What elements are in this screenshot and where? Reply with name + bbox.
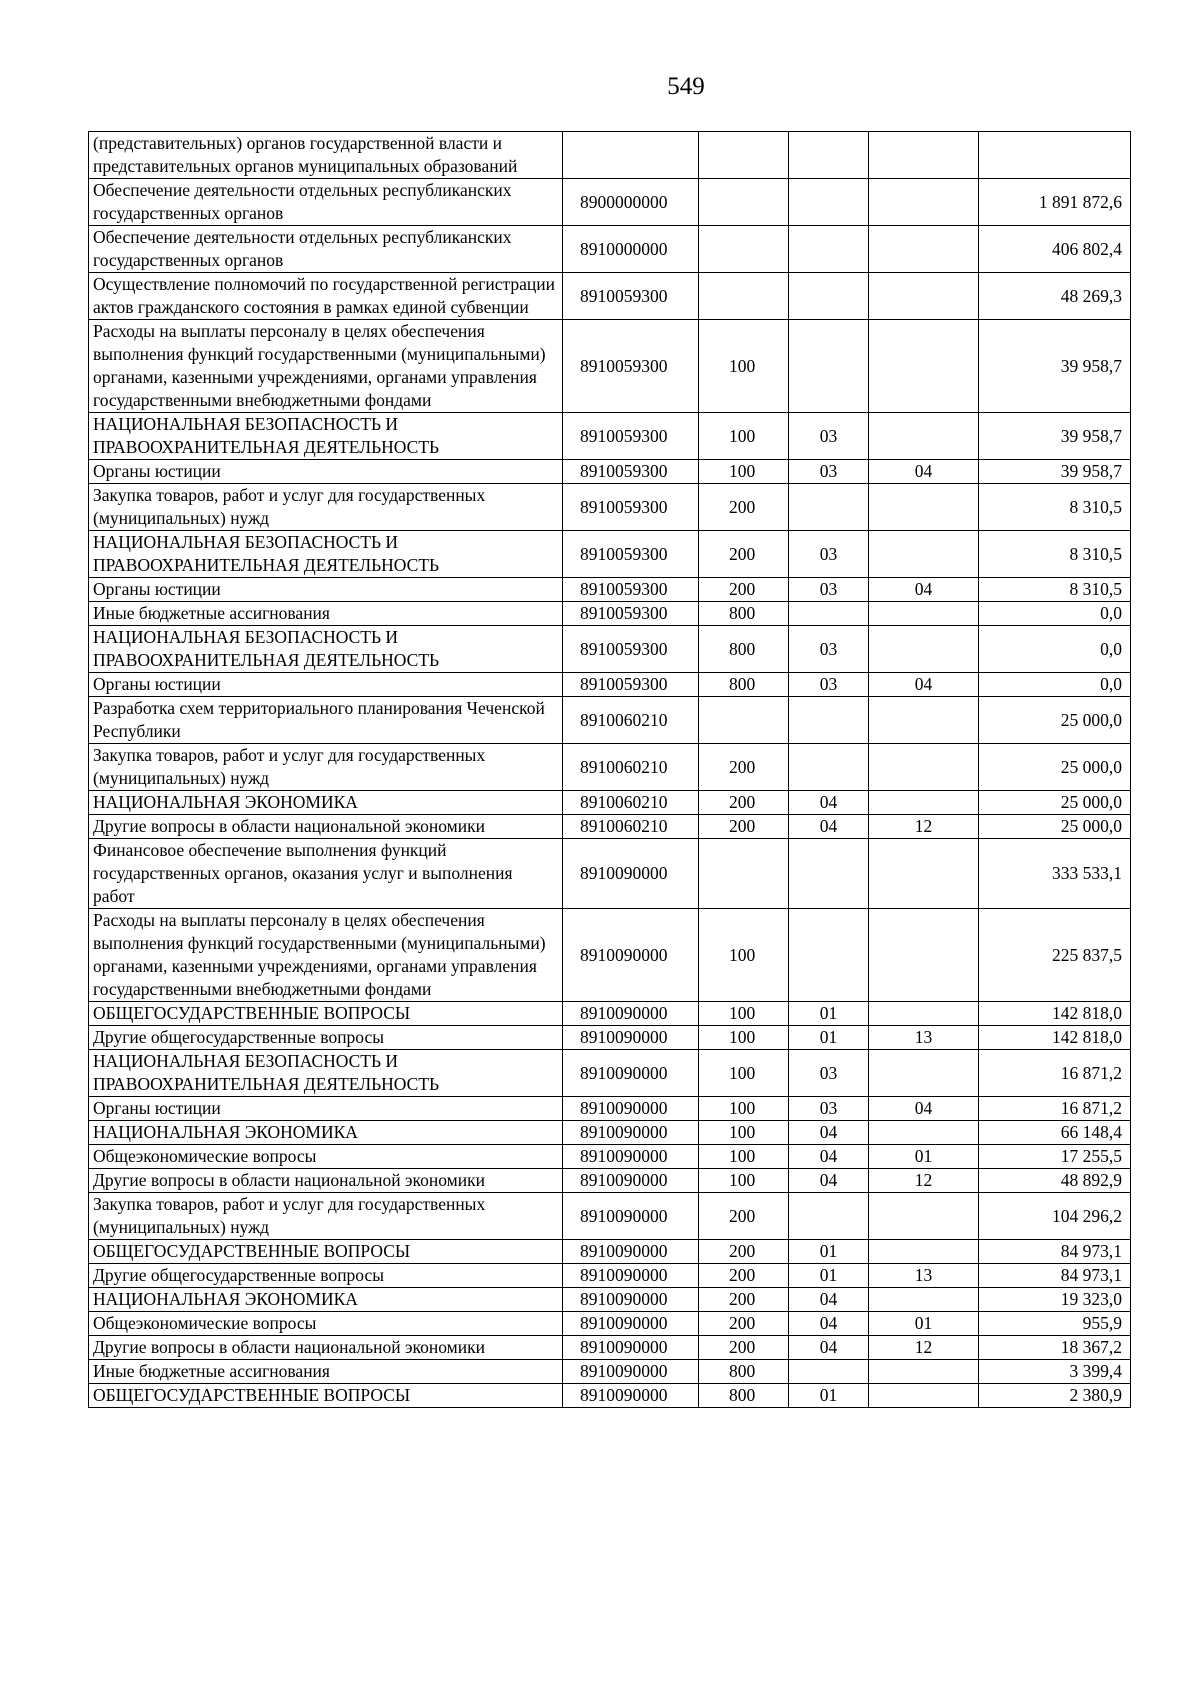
- csr-cell: 8910090000: [563, 1264, 699, 1288]
- csr-cell: 8910059300: [563, 320, 699, 413]
- csr-cell: 8910059300: [563, 531, 699, 578]
- csr-cell: 8910090000: [563, 1312, 699, 1336]
- sum-cell: 104 296,2: [979, 1193, 1131, 1240]
- sum-cell: 333 533,1: [979, 839, 1131, 909]
- vr-cell: [699, 226, 789, 273]
- pr-cell: [869, 1384, 979, 1408]
- sum-cell: 2 380,9: [979, 1384, 1131, 1408]
- pr-cell: [869, 697, 979, 744]
- csr-cell: 8910090000: [563, 1050, 699, 1097]
- rz-cell: [789, 1360, 869, 1384]
- name-cell: ОБЩЕГОСУДАРСТВЕННЫЕ ВОПРОСЫ: [89, 1002, 563, 1026]
- sum-cell: 225 837,5: [979, 909, 1131, 1002]
- table-row: [89, 626, 1131, 673]
- csr-cell: 8910060210: [563, 744, 699, 791]
- table-row: [89, 1288, 1131, 1312]
- csr-cell: 8910090000: [563, 1336, 699, 1360]
- table-row: [89, 1145, 1131, 1169]
- vr-cell: 200: [699, 531, 789, 578]
- sum-cell: 142 818,0: [979, 1002, 1131, 1026]
- name-cell: Другие вопросы в области национальной экономики: [89, 815, 563, 839]
- name-cell: Органы юстиции: [89, 578, 563, 602]
- rz-cell: 01: [789, 1240, 869, 1264]
- table-row: [89, 413, 1131, 460]
- sum-cell: 16 871,2: [979, 1097, 1131, 1121]
- pr-cell: [869, 839, 979, 909]
- csr-cell: 8910090000: [563, 1240, 699, 1264]
- rz-cell: 04: [789, 1145, 869, 1169]
- table-row: [89, 1002, 1131, 1026]
- rz-cell: [789, 1193, 869, 1240]
- csr-cell: 8910059300: [563, 460, 699, 484]
- table-row: [89, 602, 1131, 626]
- rz-cell: 01: [789, 1002, 869, 1026]
- vr-cell: 200: [699, 1240, 789, 1264]
- rz-cell: 03: [789, 1097, 869, 1121]
- vr-cell: [699, 697, 789, 744]
- csr-cell: 8910059300: [563, 673, 699, 697]
- budget-table: [88, 131, 1131, 1408]
- pr-cell: [869, 226, 979, 273]
- sum-cell: 0,0: [979, 626, 1131, 673]
- csr-cell: 8910060210: [563, 815, 699, 839]
- pr-cell: [869, 1121, 979, 1145]
- sum-cell: 19 323,0: [979, 1288, 1131, 1312]
- name-cell: Другие общегосударственные вопросы: [89, 1264, 563, 1288]
- name-cell: (представительных) органов государственной власти и представительных органов муниципальных образований: [89, 132, 563, 179]
- vr-cell: 200: [699, 791, 789, 815]
- rz-cell: 01: [789, 1264, 869, 1288]
- rz-cell: 03: [789, 1050, 869, 1097]
- rz-cell: [789, 320, 869, 413]
- name-cell: Общеэкономические вопросы: [89, 1312, 563, 1336]
- vr-cell: 800: [699, 673, 789, 697]
- table-row: [89, 697, 1131, 744]
- csr-cell: 8910090000: [563, 909, 699, 1002]
- csr-cell: 8910060210: [563, 697, 699, 744]
- vr-cell: 100: [699, 909, 789, 1002]
- sum-cell: 142 818,0: [979, 1026, 1131, 1050]
- rz-cell: 03: [789, 413, 869, 460]
- sum-cell: 8 310,5: [979, 578, 1131, 602]
- rz-cell: 04: [789, 1336, 869, 1360]
- sum-cell: 84 973,1: [979, 1264, 1131, 1288]
- page-number: 549: [667, 73, 705, 100]
- csr-cell: 8910090000: [563, 1193, 699, 1240]
- vr-cell: 800: [699, 1384, 789, 1408]
- sum-cell: 48 892,9: [979, 1169, 1131, 1193]
- sum-cell: 84 973,1: [979, 1240, 1131, 1264]
- vr-cell: 100: [699, 1169, 789, 1193]
- vr-cell: 800: [699, 602, 789, 626]
- vr-cell: [699, 179, 789, 226]
- table-row: [89, 1097, 1131, 1121]
- vr-cell: [699, 839, 789, 909]
- pr-cell: [869, 744, 979, 791]
- name-cell: НАЦИОНАЛЬНАЯ БЕЗОПАСНОСТЬ И ПРАВООХРАНИТЕЛЬНАЯ ДЕЯТЕЛЬНОСТЬ: [89, 413, 563, 460]
- vr-cell: [699, 132, 789, 179]
- sum-cell: 48 269,3: [979, 273, 1131, 320]
- rz-cell: [789, 697, 869, 744]
- vr-cell: 800: [699, 626, 789, 673]
- table-row: [89, 909, 1131, 1002]
- table-row: [89, 839, 1131, 909]
- vr-cell: 200: [699, 744, 789, 791]
- vr-cell: 100: [699, 413, 789, 460]
- name-cell: Обеспечение деятельности отдельных республиканских государственных органов: [89, 226, 563, 273]
- rz-cell: [789, 839, 869, 909]
- name-cell: НАЦИОНАЛЬНАЯ БЕЗОПАСНОСТЬ И ПРАВООХРАНИТЕЛЬНАЯ ДЕЯТЕЛЬНОСТЬ: [89, 531, 563, 578]
- sum-cell: 955,9: [979, 1312, 1131, 1336]
- name-cell: Закупка товаров, работ и услуг для государственных (муниципальных) нужд: [89, 1193, 563, 1240]
- vr-cell: 100: [699, 1145, 789, 1169]
- vr-cell: 200: [699, 1336, 789, 1360]
- name-cell: НАЦИОНАЛЬНАЯ ЭКОНОМИКА: [89, 791, 563, 815]
- pr-cell: [869, 132, 979, 179]
- table-row: [89, 791, 1131, 815]
- sum-cell: 3 399,4: [979, 1360, 1131, 1384]
- csr-cell: 8910059300: [563, 626, 699, 673]
- rz-cell: 04: [789, 1121, 869, 1145]
- pr-cell: 04: [869, 1097, 979, 1121]
- table-row: [89, 744, 1131, 791]
- sum-cell: 39 958,7: [979, 320, 1131, 413]
- table-row: [89, 1336, 1131, 1360]
- pr-cell: [869, 1360, 979, 1384]
- pr-cell: 13: [869, 1026, 979, 1050]
- pr-cell: [869, 484, 979, 531]
- csr-cell: 8910090000: [563, 1169, 699, 1193]
- pr-cell: [869, 909, 979, 1002]
- rz-cell: 03: [789, 578, 869, 602]
- vr-cell: 200: [699, 1312, 789, 1336]
- table-row: [89, 273, 1131, 320]
- vr-cell: 100: [699, 460, 789, 484]
- pr-cell: 12: [869, 1169, 979, 1193]
- csr-cell: 8910090000: [563, 1121, 699, 1145]
- pr-cell: 12: [869, 815, 979, 839]
- vr-cell: 200: [699, 1288, 789, 1312]
- pr-cell: 04: [869, 673, 979, 697]
- table-row: [89, 1121, 1131, 1145]
- table-row: [89, 320, 1131, 413]
- rz-cell: 01: [789, 1384, 869, 1408]
- rz-cell: 04: [789, 815, 869, 839]
- name-cell: ОБЩЕГОСУДАРСТВЕННЫЕ ВОПРОСЫ: [89, 1240, 563, 1264]
- sum-cell: 25 000,0: [979, 697, 1131, 744]
- pr-cell: 12: [869, 1336, 979, 1360]
- table-row: [89, 531, 1131, 578]
- csr-cell: 8910090000: [563, 1145, 699, 1169]
- sum-cell: 39 958,7: [979, 413, 1131, 460]
- rz-cell: [789, 744, 869, 791]
- sum-cell: 17 255,5: [979, 1145, 1131, 1169]
- pr-cell: [869, 791, 979, 815]
- csr-cell: 8910090000: [563, 1360, 699, 1384]
- name-cell: Иные бюджетные ассигнования: [89, 602, 563, 626]
- name-cell: Финансовое обеспечение выполнения функций государственных органов, оказания услуг и выполнения работ: [89, 839, 563, 909]
- vr-cell: 200: [699, 1193, 789, 1240]
- rz-cell: 03: [789, 626, 869, 673]
- rz-cell: 03: [789, 673, 869, 697]
- pr-cell: 01: [869, 1312, 979, 1336]
- pr-cell: 13: [869, 1264, 979, 1288]
- vr-cell: 200: [699, 484, 789, 531]
- name-cell: Расходы на выплаты персоналу в целях обеспечения выполнения функций государственными (муниципальными) органами, казенными учреждениями, органами управления государственными внебюджетными фондами: [89, 320, 563, 413]
- pr-cell: [869, 273, 979, 320]
- csr-cell: 8910060210: [563, 791, 699, 815]
- table-row: [89, 484, 1131, 531]
- table-row: [89, 673, 1131, 697]
- csr-cell: 8910000000: [563, 226, 699, 273]
- vr-cell: 100: [699, 1026, 789, 1050]
- rz-cell: [789, 602, 869, 626]
- rz-cell: [789, 484, 869, 531]
- name-cell: Другие общегосударственные вопросы: [89, 1026, 563, 1050]
- csr-cell: 8910090000: [563, 1288, 699, 1312]
- name-cell: НАЦИОНАЛЬНАЯ БЕЗОПАСНОСТЬ И ПРАВООХРАНИТЕЛЬНАЯ ДЕЯТЕЛЬНОСТЬ: [89, 1050, 563, 1097]
- csr-cell: 8910059300: [563, 484, 699, 531]
- sum-cell: 1 891 872,6: [979, 179, 1131, 226]
- name-cell: Иные бюджетные ассигнования: [89, 1360, 563, 1384]
- table-body: [89, 132, 1131, 1408]
- pr-cell: 04: [869, 578, 979, 602]
- table-row: [89, 815, 1131, 839]
- name-cell: ОБЩЕГОСУДАРСТВЕННЫЕ ВОПРОСЫ: [89, 1384, 563, 1408]
- rz-cell: 03: [789, 460, 869, 484]
- csr-cell: 8910090000: [563, 1384, 699, 1408]
- vr-cell: 200: [699, 815, 789, 839]
- csr-cell: 8910059300: [563, 578, 699, 602]
- sum-cell: 39 958,7: [979, 460, 1131, 484]
- sum-cell: 25 000,0: [979, 791, 1131, 815]
- rz-cell: 03: [789, 531, 869, 578]
- vr-cell: 100: [699, 1121, 789, 1145]
- name-cell: Закупка товаров, работ и услуг для государственных (муниципальных) нужд: [89, 744, 563, 791]
- table-row: [89, 1264, 1131, 1288]
- name-cell: Органы юстиции: [89, 460, 563, 484]
- rz-cell: 01: [789, 1026, 869, 1050]
- table-row: [89, 1384, 1131, 1408]
- vr-cell: 100: [699, 320, 789, 413]
- rz-cell: [789, 226, 869, 273]
- name-cell: Органы юстиции: [89, 673, 563, 697]
- vr-cell: 100: [699, 1050, 789, 1097]
- name-cell: Осуществление полномочий по государственной регистрации актов гражданского состояния в рамках единой субвенции: [89, 273, 563, 320]
- sum-cell: 25 000,0: [979, 815, 1131, 839]
- name-cell: НАЦИОНАЛЬНАЯ БЕЗОПАСНОСТЬ И ПРАВООХРАНИТЕЛЬНАЯ ДЕЯТЕЛЬНОСТЬ: [89, 626, 563, 673]
- pr-cell: 01: [869, 1145, 979, 1169]
- pr-cell: [869, 1240, 979, 1264]
- csr-cell: 8910090000: [563, 839, 699, 909]
- csr-cell: 8910059300: [563, 413, 699, 460]
- pr-cell: [869, 179, 979, 226]
- name-cell: Обеспечение деятельности отдельных республиканских государственных органов: [89, 179, 563, 226]
- pr-cell: [869, 1002, 979, 1026]
- rz-cell: 04: [789, 1312, 869, 1336]
- name-cell: Расходы на выплаты персоналу в целях обеспечения выполнения функций государственными (муниципальными) органами, казенными учреждениями, органами управления государственными внебюджетными фондами: [89, 909, 563, 1002]
- sum-cell: 406 802,4: [979, 226, 1131, 273]
- pr-cell: 04: [869, 460, 979, 484]
- sum-cell: [979, 132, 1131, 179]
- rz-cell: 04: [789, 791, 869, 815]
- name-cell: НАЦИОНАЛЬНАЯ ЭКОНОМИКА: [89, 1288, 563, 1312]
- pr-cell: [869, 1050, 979, 1097]
- sum-cell: 8 310,5: [979, 531, 1131, 578]
- sum-cell: 0,0: [979, 673, 1131, 697]
- sum-cell: 66 148,4: [979, 1121, 1131, 1145]
- name-cell: Разработка схем территориального планирования Чеченской Республики: [89, 697, 563, 744]
- csr-cell: 8910090000: [563, 1002, 699, 1026]
- table-row: [89, 132, 1131, 179]
- vr-cell: 800: [699, 1360, 789, 1384]
- table-row: [89, 1050, 1131, 1097]
- sum-cell: 0,0: [979, 602, 1131, 626]
- rz-cell: [789, 273, 869, 320]
- table-row: [89, 179, 1131, 226]
- table-row: [89, 1169, 1131, 1193]
- pr-cell: [869, 320, 979, 413]
- pr-cell: [869, 413, 979, 460]
- rz-cell: [789, 132, 869, 179]
- vr-cell: 100: [699, 1097, 789, 1121]
- pr-cell: [869, 626, 979, 673]
- csr-cell: 8910059300: [563, 273, 699, 320]
- name-cell: Органы юстиции: [89, 1097, 563, 1121]
- rz-cell: [789, 909, 869, 1002]
- table-row: [89, 1360, 1131, 1384]
- table-row: [89, 1193, 1131, 1240]
- vr-cell: 100: [699, 1002, 789, 1026]
- csr-cell: 8910090000: [563, 1097, 699, 1121]
- sum-cell: 8 310,5: [979, 484, 1131, 531]
- table-row: [89, 1240, 1131, 1264]
- name-cell: НАЦИОНАЛЬНАЯ ЭКОНОМИКА: [89, 1121, 563, 1145]
- csr-cell: 8900000000: [563, 179, 699, 226]
- csr-cell: [563, 132, 699, 179]
- vr-cell: 200: [699, 1264, 789, 1288]
- name-cell: Закупка товаров, работ и услуг для государственных (муниципальных) нужд: [89, 484, 563, 531]
- vr-cell: 200: [699, 578, 789, 602]
- table-row: [89, 226, 1131, 273]
- table-row: [89, 578, 1131, 602]
- name-cell: Общеэкономические вопросы: [89, 1145, 563, 1169]
- vr-cell: [699, 273, 789, 320]
- sum-cell: 25 000,0: [979, 744, 1131, 791]
- pr-cell: [869, 531, 979, 578]
- csr-cell: 8910090000: [563, 1026, 699, 1050]
- name-cell: Другие вопросы в области национальной экономики: [89, 1336, 563, 1360]
- table-row: [89, 1312, 1131, 1336]
- csr-cell: 8910059300: [563, 602, 699, 626]
- name-cell: Другие вопросы в области национальной экономики: [89, 1169, 563, 1193]
- pr-cell: [869, 602, 979, 626]
- rz-cell: 04: [789, 1169, 869, 1193]
- table-row: [89, 460, 1131, 484]
- table-row: [89, 1026, 1131, 1050]
- pr-cell: [869, 1288, 979, 1312]
- pr-cell: [869, 1193, 979, 1240]
- rz-cell: 04: [789, 1288, 869, 1312]
- sum-cell: 16 871,2: [979, 1050, 1131, 1097]
- rz-cell: [789, 179, 869, 226]
- sum-cell: 18 367,2: [979, 1336, 1131, 1360]
